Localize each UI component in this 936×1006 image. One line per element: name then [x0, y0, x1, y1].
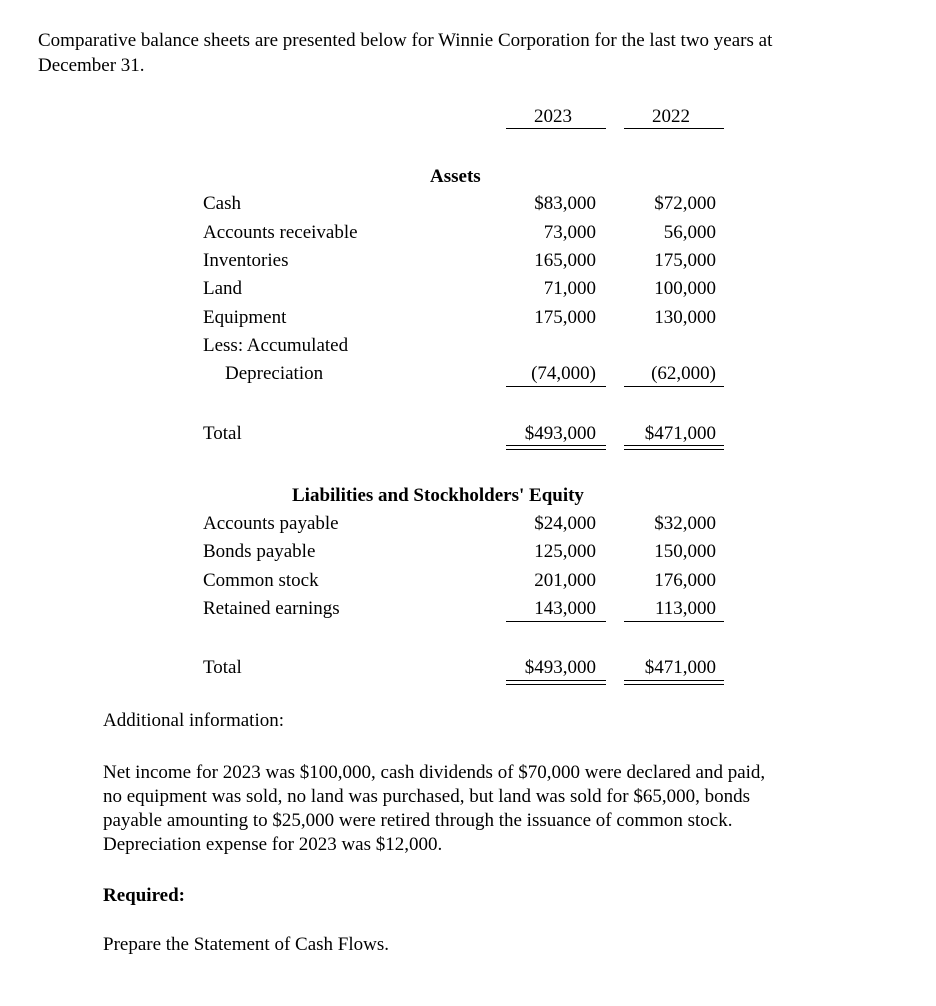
liabilities-total-label: Total: [203, 657, 242, 678]
asset-row-label: Inventories: [203, 250, 289, 271]
additional-line-1: Net income for 2023 was $100,000, cash dividends of $70,000 were declared and paid,: [103, 762, 766, 783]
additional-heading: Additional information:: [103, 710, 285, 731]
liabilities-total-2023: $493,000: [524, 657, 596, 678]
column-header-2023: 2023: [534, 106, 572, 127]
liability-row-2022: 113,000: [654, 598, 716, 619]
liability-row-2023: $24,000: [534, 513, 596, 534]
liability-row-label: Accounts payable: [203, 513, 339, 534]
assets-total-2023-double-rule: [506, 445, 606, 450]
liabilities-total-2023-double-rule: [506, 680, 606, 685]
required-heading: Required:: [103, 885, 185, 906]
liability-row-2022: $32,000: [654, 513, 716, 534]
liability-row-label: Bonds payable: [203, 541, 316, 562]
asset-row-label: Land: [203, 278, 243, 299]
liability-row-label: Common stock: [203, 570, 319, 591]
liability-row-label: Retained earnings: [203, 598, 340, 619]
asset-row-2023: 175,000: [534, 307, 596, 328]
column-header-2022-rule: [624, 128, 724, 129]
asset-row-2022: $72,000: [654, 193, 716, 214]
additional-line-2: no equipment was sold, no land was purchased, but land was sold for $65,000, bonds: [103, 786, 750, 807]
asset-row-label: Cash: [203, 193, 241, 214]
assets-total-2022-double-rule: [624, 445, 724, 450]
asset-row-2023: 165,000: [534, 250, 596, 271]
intro-line-1: Comparative balance sheets are presented below for Winnie Corporation for the last two years at: [38, 30, 773, 51]
liability-row-2022: 176,000: [654, 570, 716, 591]
asset-row-2023: 73,000: [543, 222, 596, 243]
asset-row-2022: 56,000: [663, 222, 716, 243]
accumulated-2023: (74,000): [531, 363, 596, 384]
liability-row-2023: 143,000: [534, 598, 596, 619]
asset-row-2023: 71,000: [543, 278, 596, 299]
assets-total-2022: $471,000: [644, 423, 716, 444]
accumulated-label-line-1: Less: Accumulated: [203, 335, 349, 356]
required-text: Prepare the Statement of Cash Flows.: [103, 934, 390, 955]
column-header-2022: 2022: [652, 106, 690, 127]
accumulated-2022-rule: [624, 386, 724, 387]
retained-2022-rule: [624, 621, 724, 622]
liabilities-total-2022-double-rule: [624, 680, 724, 685]
liabilities-heading: Liabilities and Stockholders' Equity: [292, 485, 584, 506]
liability-row-2023: 125,000: [534, 541, 596, 562]
intro-line-2: December 31.: [38, 55, 145, 76]
assets-total-2023: $493,000: [524, 423, 596, 444]
accumulated-2022: (62,000): [651, 363, 716, 384]
assets-heading: Assets: [430, 166, 481, 187]
accumulated-label-line-2: Depreciation: [225, 363, 324, 384]
accumulated-2023-rule: [506, 386, 606, 387]
asset-row-2022: 175,000: [654, 250, 716, 271]
asset-row-2022: 100,000: [654, 278, 716, 299]
additional-line-4: Depreciation expense for 2023 was $12,000.: [103, 834, 443, 855]
additional-line-3: payable amounting to $25,000 were retired through the issuance of common stock.: [103, 810, 733, 831]
assets-total-label: Total: [203, 423, 242, 444]
retained-2023-rule: [506, 621, 606, 622]
liability-row-2022: 150,000: [654, 541, 716, 562]
liabilities-total-2022: $471,000: [644, 657, 716, 678]
asset-row-2023: $83,000: [534, 193, 596, 214]
asset-row-2022: 130,000: [654, 307, 716, 328]
asset-row-label: Accounts receivable: [203, 222, 358, 243]
liability-row-2023: 201,000: [534, 570, 596, 591]
column-header-2023-rule: [506, 128, 606, 129]
asset-row-label: Equipment: [203, 307, 287, 328]
